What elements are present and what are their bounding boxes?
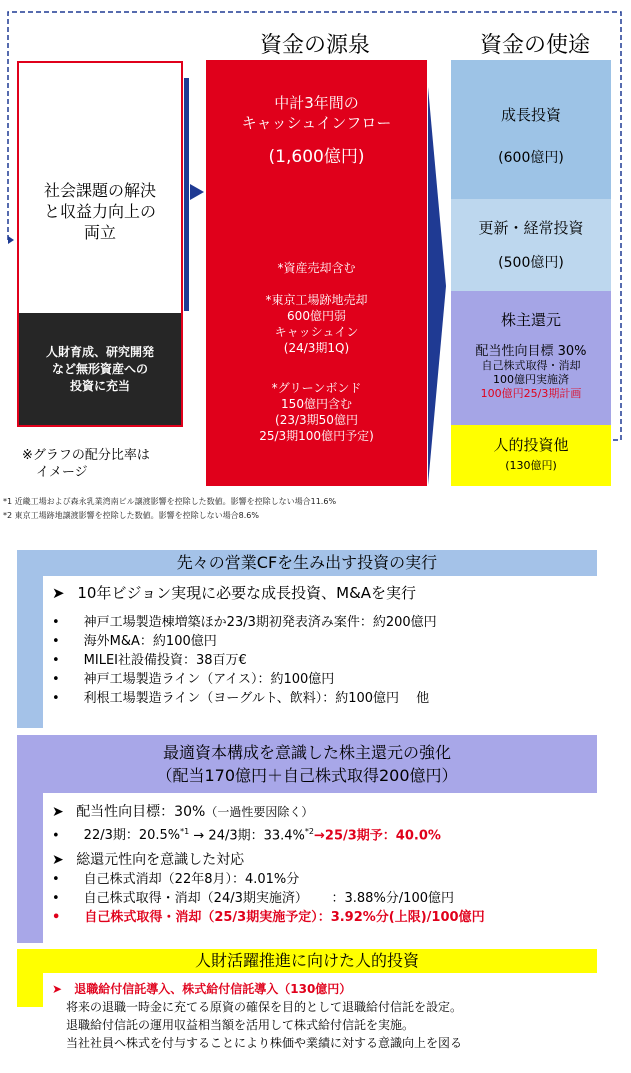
dark-line: 人財育成、研究開発 bbox=[45, 344, 154, 359]
growth-label: 成長投資 bbox=[500, 106, 561, 124]
ratio-note-line: イメージ bbox=[36, 465, 88, 480]
return-line: 100億円実施済 bbox=[493, 373, 569, 386]
section1-title-band bbox=[17, 550, 597, 576]
human-label: 人的投資他 bbox=[493, 436, 569, 454]
use-renewal-investment bbox=[451, 199, 611, 291]
social-line: 両立 bbox=[83, 223, 116, 242]
return-line: 配当性向目標 30% bbox=[475, 344, 587, 359]
section2-title-band bbox=[17, 735, 597, 793]
social-issue-box bbox=[17, 61, 183, 427]
divider-bar bbox=[184, 78, 189, 311]
social-issue-text bbox=[19, 180, 181, 243]
renewal-value: (500億円) bbox=[498, 255, 564, 271]
tokyo-note bbox=[206, 292, 427, 356]
chevron-right-icon: ➤ bbox=[52, 584, 65, 602]
section3-line: 将来の退職一時金に充てる原資の確保を目的として退職給付信託を設定。 bbox=[66, 1000, 463, 1014]
asset-sale-note: *資産売却含む bbox=[277, 261, 356, 275]
right-triangle-arrow-icon bbox=[190, 184, 204, 200]
bullet-dot-icon: • bbox=[52, 872, 60, 888]
bullet-dot-icon: • bbox=[52, 691, 60, 706]
cash-inflow-box bbox=[206, 60, 427, 486]
green-bond-note bbox=[206, 380, 427, 444]
section3-title-band bbox=[17, 949, 597, 973]
social-line: と収益力向上の bbox=[43, 202, 156, 221]
dark-line: 投資に充当 bbox=[69, 378, 130, 393]
dark-line: など無形資産への bbox=[51, 361, 148, 376]
green-note-line: 25/3期100億円予定) bbox=[259, 429, 374, 443]
green-note-line: 150億円含む bbox=[281, 397, 352, 411]
header-source: 資金の源泉 bbox=[259, 33, 370, 58]
ratio-note bbox=[22, 447, 192, 481]
section1-title: 先々の営業CFを生み出す投資の実行 bbox=[176, 553, 438, 572]
section2-list bbox=[52, 803, 485, 927]
tokyo-note-line: (24/3期1Q) bbox=[283, 341, 350, 355]
section3-body bbox=[52, 980, 462, 1052]
list-item: • 自己株式消却（22年8月）：4.01%分 bbox=[52, 872, 300, 888]
bullet-dot-icon: • bbox=[52, 653, 60, 668]
footnote-2: *2 東京工場跡地譲渡影響を控除した数値。影響を控除しない場合8.6% bbox=[3, 511, 259, 520]
list-item: • 神戸工場製造ライン（アイス）：約100億円 bbox=[52, 672, 335, 687]
source-title bbox=[206, 93, 427, 133]
section1-subhead-text: 10年ビジョン実現に必要な成長投資、M&Aを実行 bbox=[77, 584, 417, 602]
intangible-investment-box bbox=[19, 313, 181, 425]
dividend-target-row: ➤ 配当性向目標：30%（一過性要因除く） bbox=[52, 804, 314, 820]
section1-list bbox=[52, 613, 437, 708]
section3-subhead: ➤ 退職給付信託導入、株式給付信託導入（130億円） bbox=[52, 982, 352, 996]
source-title-line: 中計3年間の bbox=[274, 94, 359, 112]
green-note-line: *グリーンボンド bbox=[271, 381, 362, 395]
list-item: • 自己株式取得・消却（25/3期実施予定）：3.92%分(上限)/100億円 bbox=[52, 910, 485, 926]
list-item: • 神戸工場製造棟増築ほか23/3期初発表済み案件：約200億円 bbox=[52, 615, 437, 630]
use-growth-investment bbox=[451, 60, 611, 199]
total-return-row: ➤ 総還元性向を意識した対応 bbox=[52, 852, 245, 869]
section2-subtitle: （配当170億円＋自己株式取得200億円） bbox=[156, 766, 458, 785]
use-human-investment bbox=[451, 425, 611, 486]
chevron-right-icon: ➤ bbox=[52, 982, 63, 996]
human-value: (130億円) bbox=[505, 459, 557, 472]
bullet-dot-icon: • bbox=[52, 672, 60, 687]
use-shareholder-return bbox=[451, 291, 611, 425]
header-use: 資金の使途 bbox=[479, 33, 590, 58]
return-line: 自己株式取得・消却 bbox=[481, 359, 581, 372]
bullet-dot-icon: • bbox=[52, 634, 60, 649]
loop-arrowhead-icon bbox=[8, 236, 14, 244]
social-line: 社会課題の解決 bbox=[43, 181, 156, 200]
ratio-note-line: ※グラフの配分比率は bbox=[22, 448, 150, 463]
bullet-dot-icon: • bbox=[52, 891, 60, 907]
bullet-dot-icon: • bbox=[52, 910, 61, 926]
section3-side-bar bbox=[17, 973, 43, 1007]
bullet-dot-icon: • bbox=[52, 828, 60, 844]
bullet-dot-icon: • bbox=[52, 615, 60, 630]
return-label: 株主還元 bbox=[500, 311, 561, 329]
section1-side-bar bbox=[17, 576, 43, 728]
payout-ratio-row: • 22/3期：20.5%$^{*1}$ → 24/3期：33.4%$^{*2}$→25/3期予：40.0% bbox=[52, 827, 441, 844]
tokyo-note-line: *東京工場跡地売却 bbox=[265, 293, 368, 307]
section3-title: 人財活躍推進に向けた人的投資 bbox=[194, 951, 419, 970]
tokyo-note-line: 600億円弱 bbox=[287, 309, 346, 323]
list-item: • MILEI社設備投資：38百万€ bbox=[52, 653, 247, 668]
chevron-right-icon: ➤ bbox=[52, 852, 64, 869]
renewal-label: 更新・経常投資 bbox=[478, 219, 584, 237]
growth-value: (600億円) bbox=[498, 150, 564, 166]
section1-subhead bbox=[52, 582, 416, 603]
return-red-line: 100億円25/3期計画 bbox=[480, 387, 582, 400]
green-note-line: (23/3期50億円 bbox=[275, 413, 358, 427]
source-amount: (1,600億円) bbox=[268, 147, 365, 167]
list-item: • 利根工場製造ライン（ヨーグルト、飲料）：約100億円 他 bbox=[52, 691, 430, 706]
chevron-arrow-icon bbox=[428, 87, 446, 485]
list-item: • 海外M&A：約100億円 bbox=[52, 634, 217, 649]
source-title-line: キャッシュインフロー bbox=[241, 114, 392, 132]
list-item: • 自己株式取得・消却（24/3期実施済） ：3.88%分/100億円 bbox=[52, 891, 454, 907]
chevron-right-icon: ➤ bbox=[52, 804, 64, 820]
section2-title: 最適資本構成を意識した株主還元の強化 bbox=[162, 743, 451, 762]
section3-line: 退職給付信託の運用収益相当額を活用して株式給付信託を実施。 bbox=[66, 1018, 415, 1032]
footnote-1: *1 近畿工場および森永乳業湾南ビル譲渡影響を控除した数値。影響を控除しない場合11.6% bbox=[3, 497, 337, 506]
section2-side-bar bbox=[17, 793, 43, 943]
tokyo-note-line: キャッシュイン bbox=[274, 325, 359, 339]
section3-line: 当社社員へ株式を付与することにより株価や業績に対する意識向上を図る bbox=[66, 1036, 463, 1050]
